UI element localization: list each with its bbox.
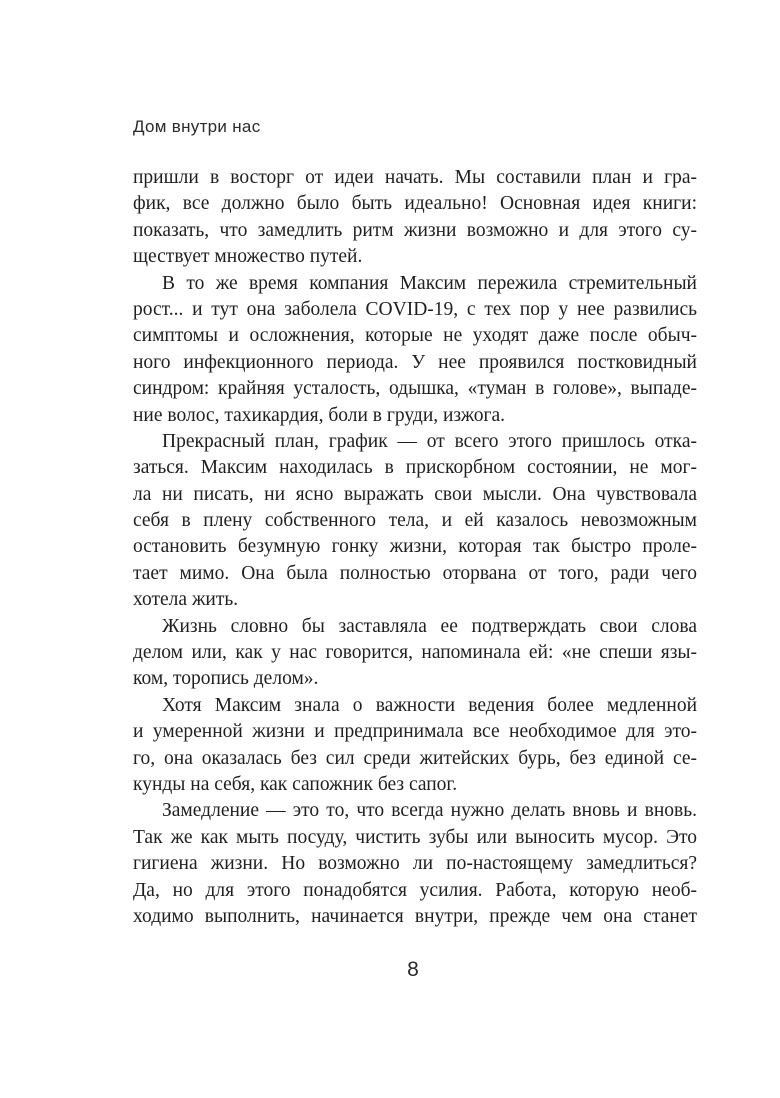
paragraph [133,429,697,614]
text-line: себя в плену собственного тела, и ей казалось невозможным [133,510,697,532]
text-line: Так же как мыть посуду, чистить зубы или выносить мусор. Это [133,826,697,848]
text-line: Да, но для этого понадобятся усилия. Работа, которую необ- [133,879,697,901]
text-line: фик, все должно было быть идеально! Основная идея книги: [133,193,697,215]
text-line: Прекрасный план, график — от всего этого пришлось отка- [162,430,697,452]
text-line: рост... и тут она заболела COVID-19, с тех пор у нее развились [133,298,697,320]
text-line: ние волос, тахикардия, боли в груди, изжога. [133,404,506,426]
text-line: хотела жить. [133,589,239,611]
text-line: делом или, как у нас говорится, напоминала ей: «не спеши язы- [133,642,697,664]
text-line: тает мимо. Она была полностью оторвана от того, ради чего [133,562,697,584]
text-line: Замедление — это то, что всегда нужно делать вновь и вновь. [162,800,697,822]
text-line: го, она оказалась без сил среди житейских бурь, без единой се- [133,747,697,769]
text-line: ком, торопись делом». [133,668,319,690]
text-line: ного инфекционного периода. У нее проявился постковидный [133,351,697,373]
page-number: 8 [407,958,419,981]
paragraph [133,693,697,799]
body-text [133,165,697,930]
text-line: Хотя Максим знала о важности ведения более медленной [162,694,697,716]
paragraph [133,165,697,271]
text-line: кунды на себя, как сапожник без сапог. [133,773,458,795]
paragraph [133,614,697,693]
paragraph [133,271,697,429]
text-line: показать, что замедлить ритм жизни возможно и для этого су- [133,219,697,241]
text-line: В то же время компания Максим пережила стремительный [162,272,697,294]
text-line: заться. Максим находилась в прискорбном состоянии, не мог- [133,457,697,479]
text-line: остановить безумную гонку жизни, которая так быстро проле- [133,536,697,558]
text-line: Жизнь словно бы заставляла ее подтверждать свои слова [162,615,697,637]
text-line: ществует множество путей. [133,246,363,268]
text-line: симптомы и осложнения, которые не уходят даже после обыч- [133,325,697,347]
text-line: и умеренной жизни и предпринимала все необходимое для это- [133,721,697,743]
text-line: ходимо выполнить, начинается внутри, прежде чем она станет [133,905,697,927]
text-line: гигиена жизни. Но возможно ли по-настоящему замедлиться? [133,853,697,875]
text-line: пришли в восторг от идеи начать. Мы составили план и гра- [133,167,697,188]
text-line: синдром: крайняя усталость, одышка, «туман в голове», выпаде- [133,378,697,400]
text-line: ла ни писать, ни ясно выражать свои мысли. Она чувствовала [133,483,697,505]
running-title: Дом внутри нас [133,117,261,136]
paragraph [133,798,697,930]
